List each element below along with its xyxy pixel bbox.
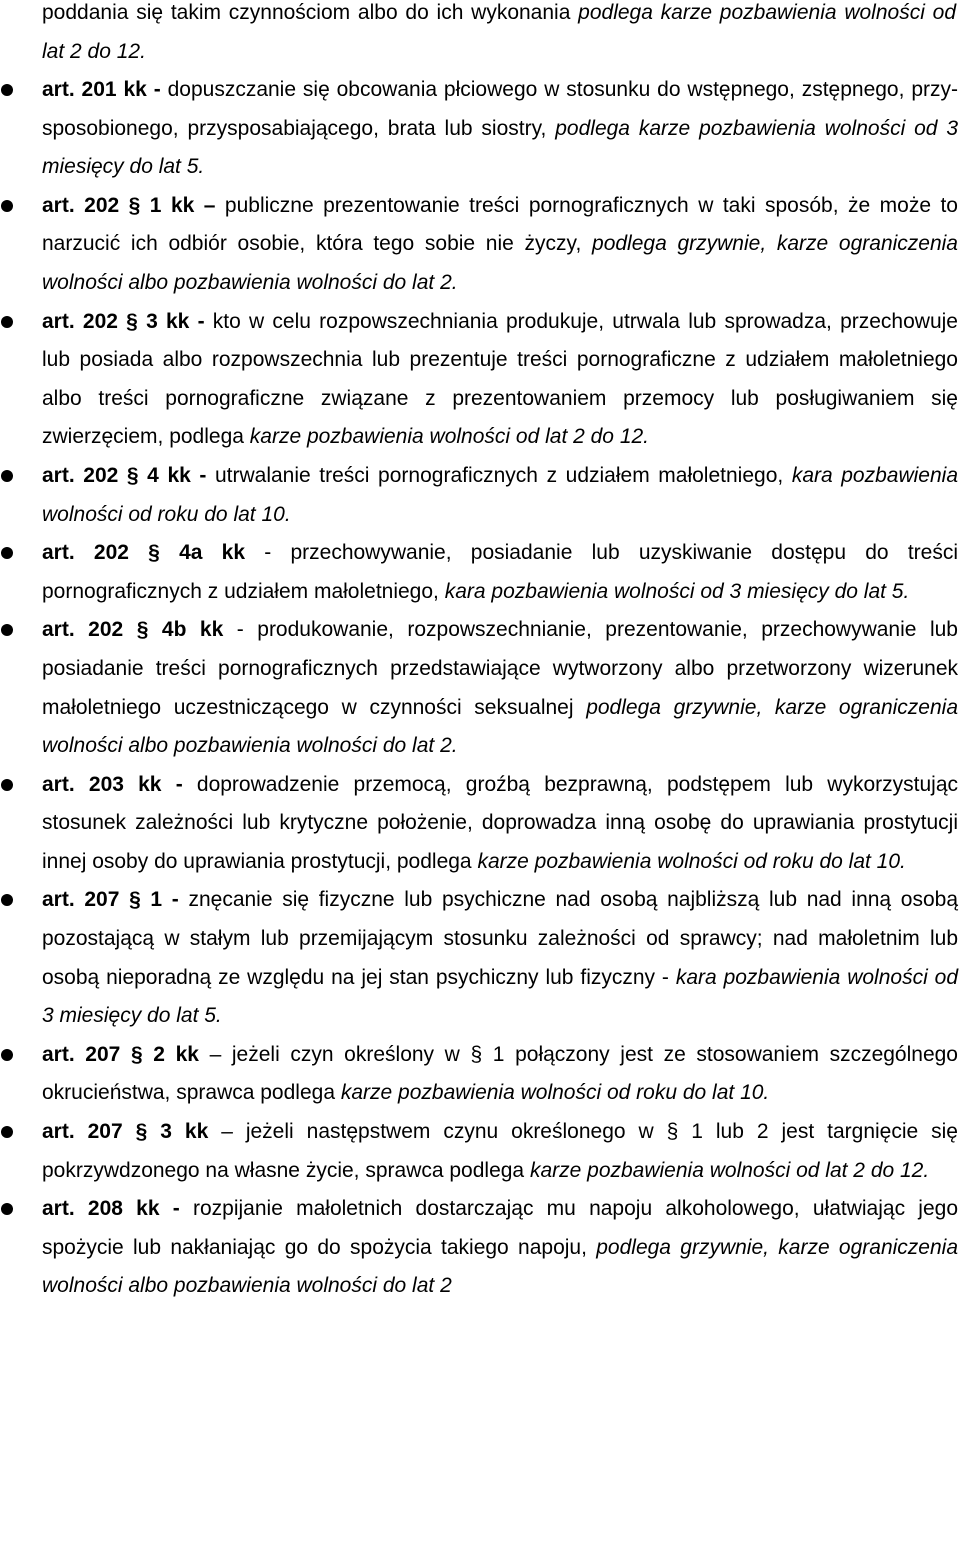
- list-item-art-207-3: [0, 1113, 958, 1190]
- article-reference: art. 202 § 1 kk –: [42, 193, 216, 217]
- list-item-art-208: [0, 1190, 958, 1306]
- article-reference: art. 203 kk -: [42, 772, 183, 796]
- penalty-text: podlega karze pozbawienia wolności od lat 2 do 12.: [42, 1, 956, 63]
- article-reference: art. 202 § 3 kk -: [42, 309, 205, 333]
- bullet-icon: [1, 1049, 13, 1061]
- article-description: kto w celu rozpowszechniania produkuje, utrwala lub sprowadza, przechowuje lub posiada albo rozpowszechnia lub prezentuje treści pornograficzne z udziałem małoletniego albo treści pornograficzne związane z prezentowaniem przemocy lub posługiwaniem się zwierzęciem, podlega: [42, 309, 958, 449]
- penalty-text: kara pozbawienia wolności od roku do lat 10.: [42, 463, 959, 526]
- article-description: - produkowanie, rozpowszechnianie, prezentowanie, przechowywanie lub posiadanie treści pornograficznych przedstawiające wytworzony albo przetworzony wizerunek małoletniego uczestniczącego w czynności seksualnej: [42, 618, 958, 719]
- bullet-icon: [1, 316, 13, 328]
- article-description: rozpijanie małoletnich dostarczając mu napoju alkoholowego, ułatwiając jego spożycie lub nakłaniając go do spożycia takiego napoju,: [42, 1197, 958, 1259]
- list-item-art-202-4: [0, 457, 958, 534]
- penalty-text: podlega grzywnie, karze ograniczenia wolności albo pozbawienia wolności do lat 2.: [42, 695, 959, 758]
- penalty-text: karze pozbawienia wolności od lat 2 do 12.: [529, 1158, 930, 1182]
- penalty-text: karze pozbawienia wolności od roku do lat 10.: [340, 1081, 770, 1105]
- bullet-icon: [1, 470, 13, 482]
- article-description: utrwalanie treści pornograficznych z udziałem małoletniego,: [206, 463, 792, 487]
- article-reference: art. 208 kk -: [42, 1197, 180, 1221]
- article-reference: art. 207 § 3 kk: [42, 1120, 209, 1144]
- bullet-icon: [1, 779, 13, 791]
- list-item-art-201: [0, 71, 958, 187]
- list-item-art-202-1: [0, 187, 958, 303]
- penalty-text: karze pozbawienia wolności od roku do lat 10.: [477, 849, 906, 873]
- article-reference: art. 207 § 1 -: [42, 888, 179, 912]
- article-description: – jeżeli czyn określony w § 1 połączony jest ze stosowaniem szczególnego okrucieństwa, sprawca podlega: [42, 1042, 958, 1105]
- article-reference: art. 201 kk -: [42, 78, 161, 101]
- list-item-art-202-4a: [0, 534, 958, 611]
- continuation-paragraph: [42, 0, 956, 71]
- bullet-icon: [1, 84, 13, 96]
- article-reference: art. 202 § 4 kk -: [42, 463, 207, 487]
- article-reference: art. 202 § 4b kk: [42, 618, 224, 642]
- bullet-icon: [1, 200, 13, 212]
- article-description: – jeżeli następstwem czynu określonego w § 1 lub 2 jest targnięcie się pokrzywdzonego na własne życie, sprawca podlega: [42, 1120, 958, 1182]
- article-description: znęcanie się fizyczne lub psychiczne nad osobą najbliższą lub nad inną osobą pozostającą w stałym lub przemijającym stosunku zależności od sprawcy; nad małoletnim lub osobą nieporadną ze względu na jej stan psychiczny lub fizyczny -: [42, 888, 959, 989]
- bullet-icon: [1, 894, 13, 906]
- list-item-art-207-2: [0, 1036, 958, 1113]
- bullet-icon: [1, 1203, 13, 1215]
- article-description: dopuszczanie się obcowania płciowego w stosunku do wstępnego, zstępnego, przy-sposobionego, przysposabiającego, brata lub siostry,: [42, 78, 958, 140]
- list-item-art-207-1: [0, 881, 958, 1035]
- penalty-text: karze pozbawienia wolności od lat 2 do 12.: [249, 425, 650, 449]
- paragraph-text: poddania się takim czynnościom albo do ich wykonania: [42, 1, 579, 24]
- article-description: - przechowywanie, posiadanie lub uzyskiwanie dostępu do treści pornograficznych z udziałem małoletniego,: [42, 541, 958, 603]
- article-reference: art. 207 § 2 kk: [42, 1042, 199, 1066]
- penalty-text: podlega karze pozbawienia wolności od 3 miesięcy do lat 5.: [42, 116, 959, 179]
- penalty-text: podlega grzywnie, karze ograniczenia wolności albo pozbawienia wolności do lat 2: [42, 1235, 958, 1298]
- penalty-text: kara pozbawienia wolności od 3 miesięcy do lat 5.: [42, 965, 959, 1028]
- article-list: [0, 71, 958, 1306]
- bullet-icon: [1, 1126, 13, 1138]
- article-description: publiczne prezentowanie treści pornograficznych w taki sposób, że może to narzucić ich odbiór osobie, która tego sobie nie życzy,: [42, 193, 958, 256]
- penalty-text: kara pozbawienia wolności od 3 miesięcy do lat 5.: [444, 579, 910, 603]
- penalty-text: podlega grzywnie, karze ograniczenia wolności albo pozbawienia wolności do lat 2.: [42, 232, 958, 294]
- list-item-art-202-4b: [0, 611, 958, 765]
- list-item-art-203: [0, 766, 958, 882]
- bullet-icon: [1, 547, 13, 559]
- article-reference: art. 202 § 4a kk: [42, 541, 246, 565]
- bullet-icon: [1, 624, 13, 636]
- list-item-art-202-3: [0, 303, 958, 457]
- article-description: doprowadzenie przemocą, groźbą bezprawną, podstępem lub wykorzystując stosunek zależności lub krytyczne położenie, doprowadza inną osobę do uprawiania prostytucji innej osoby do uprawiania prostytucji, podlega: [42, 772, 958, 873]
